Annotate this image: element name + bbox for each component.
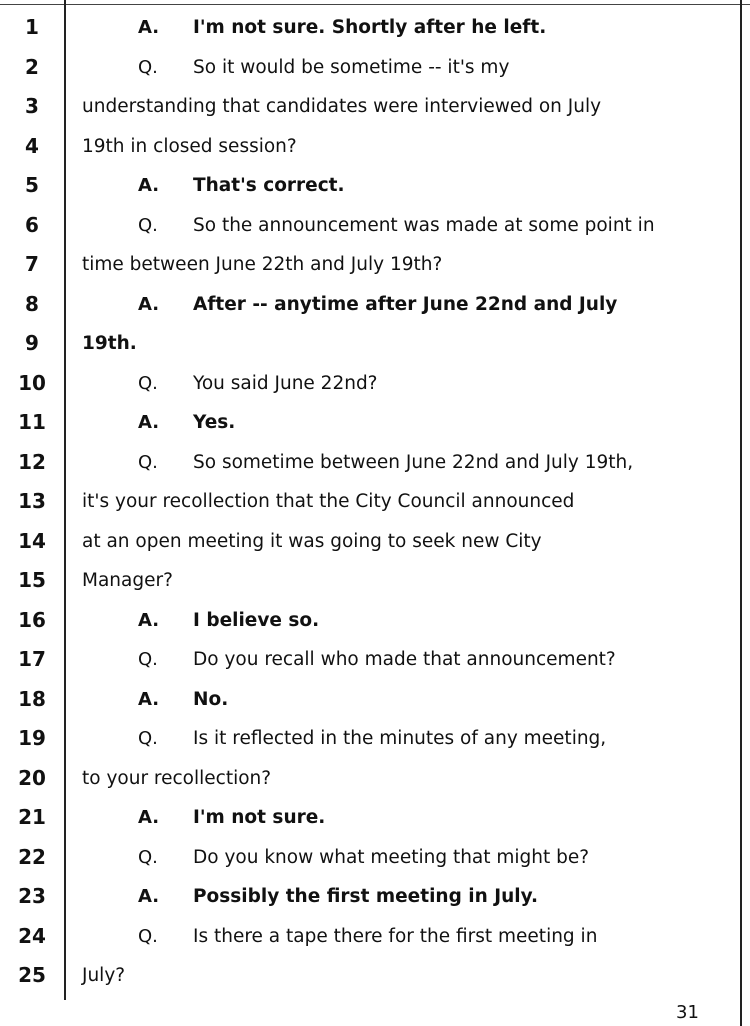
transcript-line (0, 324, 740, 364)
transcript-line (0, 482, 740, 522)
line-number: 24 (18, 923, 46, 948)
answer-text: I'm not sure. Shortly after he left. (193, 17, 547, 38)
answer-text: I'm not sure. (193, 807, 326, 828)
transcript-line (0, 206, 740, 246)
line-number: 10 (18, 370, 46, 395)
line-number: 6 (25, 212, 39, 237)
transcript-line (0, 443, 740, 483)
top-border (0, 4, 750, 5)
question-text: understanding that candidates were interviewed on July (82, 96, 602, 117)
transcript-line (0, 917, 740, 957)
transcript-line (0, 522, 740, 562)
transcript-line (0, 838, 740, 878)
answer-marker: A. (138, 886, 160, 907)
line-number: 7 (25, 252, 39, 276)
line-number: 16 (18, 607, 46, 632)
line-number: 25 (18, 963, 46, 987)
transcript-line (0, 680, 740, 720)
question-text: to your recollection? (82, 767, 272, 789)
answer-marker: A. (138, 807, 160, 828)
answer-marker: A. (138, 688, 160, 710)
answer-text: After -- anytime after June 22nd and July (193, 293, 618, 315)
question-marker: Q. (138, 451, 158, 473)
question-text: Manager? (82, 570, 173, 591)
question-text: Is there a tape there for the first meeting in (193, 925, 598, 947)
transcript-line (0, 8, 740, 48)
question-marker: Q. (138, 728, 158, 749)
transcript-line (0, 364, 740, 404)
line-number: 11 (18, 410, 46, 434)
transcript-line (0, 798, 740, 838)
answer-marker: A. (138, 609, 160, 631)
question-text: So it would be sometime -- it's my (193, 56, 510, 78)
line-number: 20 (18, 765, 46, 790)
line-number: 12 (18, 449, 46, 474)
answer-marker: A. (138, 293, 160, 315)
line-number: 4 (25, 133, 39, 158)
question-marker: Q. (138, 214, 158, 236)
question-marker: Q. (138, 649, 158, 670)
question-text: So sometime between June 22nd and July 19th, (193, 451, 634, 473)
question-marker: Q. (138, 372, 158, 394)
answer-marker: A. (138, 412, 160, 433)
line-number: 5 (25, 173, 39, 197)
transcript-line (0, 87, 740, 127)
line-number: 17 (18, 647, 46, 671)
question-text: Do you recall who made that announcement? (193, 649, 616, 670)
answer-text: That's correct. (193, 175, 345, 196)
line-number: 8 (25, 291, 39, 316)
answer-text: Yes. (193, 412, 236, 433)
line-number: 21 (18, 805, 46, 829)
line-number: 14 (18, 528, 46, 553)
transcript-line (0, 245, 740, 285)
answer-text: No. (193, 688, 229, 710)
line-number: 13 (18, 489, 46, 513)
question-text: it's your recollection that the City Council announced (82, 491, 575, 512)
transcript-line (0, 166, 740, 206)
question-text: You said June 22nd? (193, 372, 378, 394)
transcript-line (0, 640, 740, 680)
transcript-line (0, 285, 740, 325)
line-number: 3 (25, 94, 39, 118)
transcript-line (0, 956, 740, 996)
question-text: time between June 22th and July 19th? (82, 254, 443, 275)
question-text: Do you know what meeting that might be? (193, 846, 590, 868)
line-number: 22 (18, 844, 46, 869)
transcript-line (0, 877, 740, 917)
transcript-line (0, 759, 740, 799)
answer-marker: A. (138, 175, 160, 196)
transcript-line (0, 48, 740, 88)
answer-text: 19th. (82, 333, 137, 354)
answer-marker: A. (138, 17, 160, 38)
page-number: 31 (676, 1002, 699, 1023)
line-number: 19 (18, 726, 46, 750)
line-number: 1 (25, 15, 39, 39)
transcript-line (0, 719, 740, 759)
line-number: 9 (25, 331, 39, 355)
transcript-lines (0, 8, 740, 996)
line-number: 15 (18, 568, 46, 592)
answer-text: I believe so. (193, 609, 320, 631)
question-text: at an open meeting it was going to seek new City (82, 530, 542, 552)
question-text: So the announcement was made at some point in (193, 214, 655, 236)
question-text: July? (82, 965, 126, 986)
question-text: 19th in closed session? (82, 135, 297, 157)
question-marker: Q. (138, 56, 158, 78)
question-text: Is it reflected in the minutes of any meeting, (193, 728, 607, 749)
line-number: 23 (18, 884, 46, 908)
right-margin-rule (740, 0, 742, 1026)
line-number: 2 (25, 54, 39, 79)
question-marker: Q. (138, 925, 158, 947)
transcript-line (0, 403, 740, 443)
transcript-line (0, 561, 740, 601)
answer-text: Possibly the first meeting in July. (193, 886, 538, 907)
transcript-line (0, 601, 740, 641)
question-marker: Q. (138, 846, 158, 868)
transcript-line (0, 127, 740, 167)
line-number: 18 (18, 686, 46, 711)
